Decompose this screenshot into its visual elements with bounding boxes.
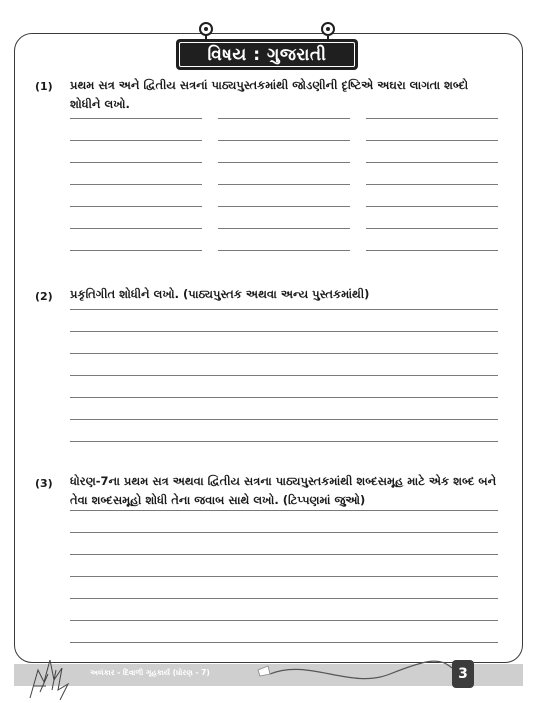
pencil-icon [258,666,270,676]
question-2-number: (2) [35,290,53,303]
binder-ring-left-icon [199,22,213,36]
binder-ring-right-icon [321,22,335,36]
answer-line [70,331,498,332]
leaf-illustration-icon [30,660,68,700]
answer-line [70,532,498,533]
answer-line [70,620,498,621]
answer-line [70,397,498,398]
question-2-text: પ્રકૃતિગીત શોધીને લખો. (પાઠ્યપુસ્તક અથવા અન્ય પુસ્તકમાંથી) [70,287,370,301]
question-3-number: (3) [35,477,53,490]
answer-line [218,162,350,163]
page-title: વિષય : ગુજરાતી [207,44,327,65]
answer-line [70,250,202,251]
answer-line [366,118,498,119]
question-3-text: ધોરણ-7ના પ્રથમ સત્ર અથવા દ્વિતીય સત્રના પાઠ્યપુસ્તકમાંથી શબ્દસમૂહ માટે એક શબ્દ બને તેવા શબ્દસમૂહો શોધી તેના જવાબ સાથે લખો. (ટિપ્પણમાં જુઓ) [70,474,497,507]
answer-line [70,375,498,376]
answer-line [218,184,350,185]
answer-line [70,576,498,577]
answer-line [366,206,498,207]
answer-line [70,419,498,420]
answer-line [366,140,498,141]
answer-line [70,206,202,207]
answer-line [366,162,498,163]
answer-line [70,441,498,442]
answer-line [218,250,350,251]
answer-line [70,228,202,229]
answer-line [366,184,498,185]
answer-line [366,250,498,251]
answer-line [366,228,498,229]
answer-line [70,353,498,354]
footer-text: અલંકાર - દિવાળી ગૃહકાર્ય (ધોરણ - 7) [90,668,210,677]
answer-line [218,228,350,229]
answer-line [218,118,350,119]
title-banner [176,39,358,70]
page-number: 3 [452,660,474,688]
answer-line [70,118,202,119]
question-1-text: પ્રથમ સત્ર અને દ્વિતીય સત્રનાં પાઠ્યપુસ્તકમાંથી જોડણીની દૃષ્ટિએ અઘરા લાગતા શબ્દો શોધીને લખો. [70,78,469,111]
answer-line [70,510,498,511]
answer-line [70,162,202,163]
answer-line [218,206,350,207]
cable-line-icon [270,661,452,678]
answer-line [70,140,202,141]
answer-line [70,598,498,599]
answer-line [70,184,202,185]
page-border [14,33,523,663]
answer-line [70,309,498,310]
answer-line [70,554,498,555]
answer-line [218,140,350,141]
question-1-number: (1) [35,80,53,93]
